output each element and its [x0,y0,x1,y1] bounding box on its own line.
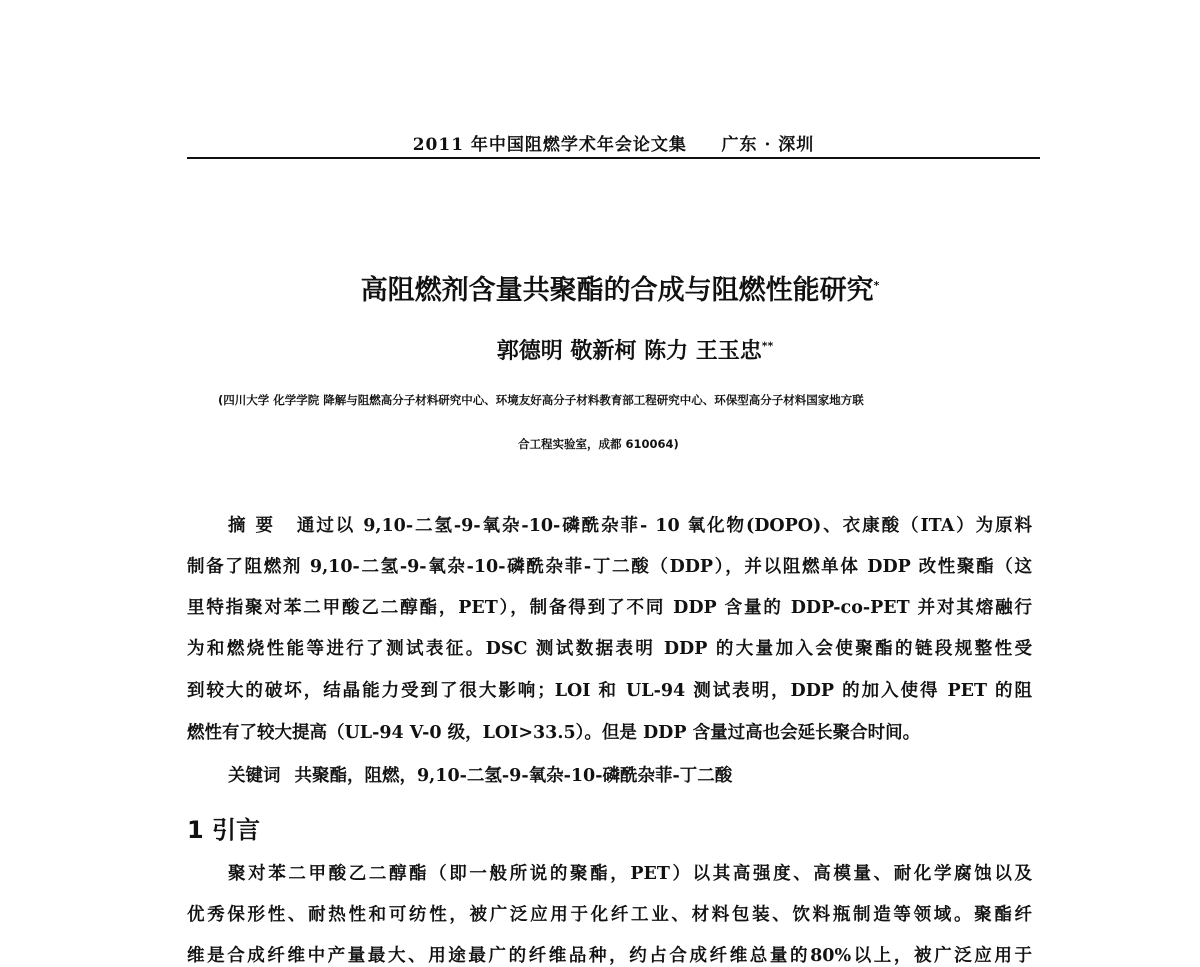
section-heading: 1 引言 [187,816,261,844]
body-line: 聚对苯二甲酸乙二醇酯（即一般所说的聚酯，PET）以其高强度、高模量、耐化学腐蚀以及 [228,864,1032,884]
author-footnote-mark: ** [761,339,774,353]
author-names: 郭德明 敬新柯 陈力 王玉忠 [496,339,762,364]
abstract-line: 里特指聚对苯二甲酸乙二醇酯，PET），制备得到了不同 DDP 含量的 DDP-co-PET 并对其熔融行 [187,598,1032,618]
abstract-line: 到较大的破坏，结晶能力受到了很大影响；LOI 和 UL-94 测试表明，DDP 的加入使得 PET 的阻 [187,681,1032,701]
abstract-label: 摘 要 [228,516,275,536]
title-footnote-mark: * [873,279,880,292]
authors [0,334,1200,365]
proceedings-title: 2011 年中国阻燃学术年会论文集 [412,135,687,155]
keywords-label: 关键词 [228,766,281,786]
affiliation-line-2: 合工程实验室，成都 610064) [518,437,679,451]
keywords-text: 共聚酯，阻燃，9,10-二氢-9-氧杂-10-磷酰杂菲-丁二酸 [294,766,733,786]
abstract-text: 通过以 9,10-二氢-9-氧杂-10-磷酰杂菲- 10 氧化物(DOPO)、衣康酸（ITA）为原料 [296,516,1033,536]
title-text: 高阻燃剂含量共聚酯的合成与阻燃性能研究 [360,275,874,306]
location: 广东 · 深圳 [721,135,815,155]
affiliation-line-1: (四川大学 化学学院 降解与阻燃高分子材料研究中心、环境友好高分子材料教育部工程研究中心、环保型高分子材料国家地方联 [218,393,864,407]
running-header [187,130,1040,155]
body-line: 优秀保形性、耐热性和可纺性，被广泛应用于化纤工业、材料包装、饮料瓶制造等领域。聚酯纤 [187,905,1032,925]
paper-title [0,268,1200,307]
abstract-line: 为和燃烧性能等进行了测试表征。DSC 测试数据表明 DDP 的大量加入会使聚酯的链段规整性受 [187,639,1032,659]
header-rule [187,157,1040,159]
keywords [228,762,732,787]
body-line: 维是合成纤维中产量最大、用途最广的纤维品种，约占合成纤维总量的80%以上，被广泛应用于 [187,946,1032,966]
abstract-line: 制备了阻燃剂 9,10-二氢-9-氧杂-10-磷酰杂菲-丁二酸（DDP），并以阻燃单体 DDP 改性聚酯（这 [187,557,1032,577]
abstract-line [228,512,1032,537]
abstract-line: 燃性有了较大提高（UL-94 V-0 级，LOI>33.5）。但是 DDP 含量过高也会延长聚合时间。 [187,723,921,743]
